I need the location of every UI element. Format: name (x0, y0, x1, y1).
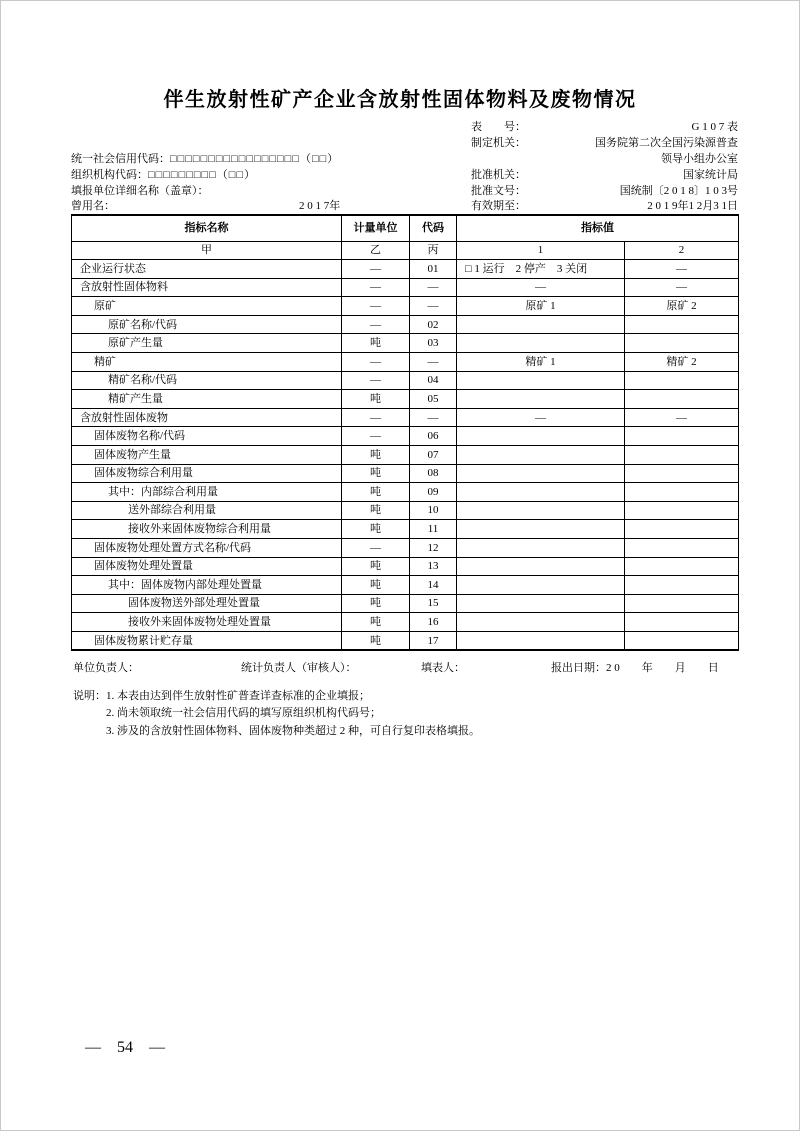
code-cell: 17 (410, 631, 457, 650)
approver-value: 国家统计局 (683, 168, 738, 181)
unit-cell: 吨 (342, 613, 410, 632)
value-1-cell (457, 613, 625, 632)
indicator-name-cell: 企业运行状态 (72, 260, 342, 279)
unit-name-label: 填报单位详细名称（盖章）： (71, 184, 209, 197)
value-1-cell (457, 390, 625, 409)
col-header-unit: 计量单位 (342, 215, 410, 242)
meta-row-form-no (71, 118, 738, 134)
value-1-cell (457, 557, 625, 576)
note-line-3: 3. 涉及的含放射性固体物料、固体废物种类超过 2 种，可自行复印表格填报。 (106, 724, 480, 737)
indicator-name-cell: 含放射性固体废物 (72, 408, 342, 427)
indicator-name-cell: 其中：固体废物内部处理处置量 (72, 576, 342, 595)
code-cell: 11 (410, 520, 457, 539)
table-header-row-2 (72, 242, 739, 260)
code-cell: — (410, 278, 457, 297)
unit-cell: — (342, 427, 410, 446)
indicator-name-cell: 原矿产生量 (72, 334, 342, 353)
value-2-cell (625, 538, 739, 557)
code-cell: 08 (410, 464, 457, 483)
code-cell: 15 (410, 594, 457, 613)
credit-code-boxes: □□□□□□□□□□□□□□□□□（□□） (170, 152, 340, 165)
value-1-cell (457, 538, 625, 557)
code-cell: 06 (410, 427, 457, 446)
unit-cell: — (342, 538, 410, 557)
value-2-cell: — (625, 260, 739, 279)
indicator-name-cell: 固体废物综合利用量 (72, 464, 342, 483)
unit-cell: — (342, 371, 410, 390)
value-1-cell (457, 427, 625, 446)
value-2-cell (625, 631, 739, 650)
value-2-cell (625, 390, 739, 409)
value-1-cell (457, 520, 625, 539)
code-cell: 09 (410, 483, 457, 502)
unit-cell: 吨 (342, 390, 410, 409)
code-cell: 12 (410, 538, 457, 557)
indicator-name-cell: 固体废物处理处置量 (72, 557, 342, 576)
value-2-cell (625, 613, 739, 632)
unit-cell: — (342, 408, 410, 427)
code-cell: 04 (410, 371, 457, 390)
page-title: 伴生放射性矿产企业含放射性固体物料及废物情况 (163, 89, 637, 111)
value-2-cell (625, 501, 739, 520)
indicator-name-cell: 原矿 (72, 297, 342, 316)
org-code-boxes: □□□□□□□□□（□□） (148, 168, 257, 181)
unit-cell: 吨 (342, 501, 410, 520)
table-row (72, 464, 739, 483)
doc-no-label: 批准文号： (471, 184, 526, 197)
meta-row-credit-code (71, 150, 738, 166)
value-2-cell (625, 483, 739, 502)
value-1-cell (457, 445, 625, 464)
table-row (72, 260, 739, 279)
report-year: 2 0 1 7年 (299, 200, 341, 213)
code-cell: 10 (410, 501, 457, 520)
value-2-cell (625, 427, 739, 446)
doc-no-value: 国统制〔2 0 1 8〕1 0 3号 (619, 184, 738, 197)
indicator-name-cell: 接收外来固体废物综合利用量 (72, 520, 342, 539)
unit-cell: — (342, 260, 410, 279)
table-row (72, 352, 739, 371)
table-row (72, 371, 739, 390)
indicator-name-cell: 固体废物名称/代码 (72, 427, 342, 446)
col-subheader-2: 2 (625, 242, 739, 260)
signature-line (71, 659, 738, 673)
note-line-2: 2. 尚未领取统一社会信用代码的填写原组织机构代码号； (106, 707, 381, 720)
indicator-name-cell: 固体废物送外部处理处置量 (72, 594, 342, 613)
unit-cell: 吨 (342, 576, 410, 595)
col-header-indicator-value: 指标值 (457, 215, 739, 242)
value-1-cell: 原矿 1 (457, 297, 625, 316)
valid-until-label: 有效期至： (471, 200, 526, 213)
code-cell: 07 (410, 445, 457, 464)
code-cell: 16 (410, 613, 457, 632)
form-filler-label: 填表人： (421, 662, 465, 674)
code-cell: — (410, 408, 457, 427)
notes (73, 688, 480, 740)
table-row (72, 501, 739, 520)
valid-until-value: 2 0 1 9年1 2月3 1日 (647, 200, 738, 213)
unit-cell: 吨 (342, 631, 410, 650)
form-meta (71, 118, 738, 213)
note-item-1: 1. 本表由达到伴生放射性矿普查详查标准的企业填报； (106, 690, 370, 702)
value-2-cell (625, 576, 739, 595)
col-subheader-bing: 丙 (410, 242, 457, 260)
unit-cell: 吨 (342, 445, 410, 464)
value-1-cell (457, 334, 625, 353)
indicator-table (71, 214, 739, 651)
meta-row-org-code (71, 166, 738, 182)
indicator-name-cell: 含放射性固体物料 (72, 278, 342, 297)
indicator-name-cell: 固体废物产生量 (72, 445, 342, 464)
unit-cell: 吨 (342, 464, 410, 483)
approver-label: 批准机关： (471, 168, 526, 181)
code-cell: 03 (410, 334, 457, 353)
value-2-cell: — (625, 278, 739, 297)
maker-value-line2: 领导小组办公室 (661, 152, 738, 165)
maker-value-line1: 国务院第二次全国污染源普查 (595, 136, 738, 149)
unit-head-label: 单位负责人： (73, 662, 139, 674)
table-row (72, 538, 739, 557)
code-cell: 01 (410, 260, 457, 279)
table-row (72, 520, 739, 539)
table-row (72, 278, 739, 297)
table-row (72, 390, 739, 409)
unit-cell: — (342, 315, 410, 334)
table-row (72, 445, 739, 464)
code-cell: — (410, 352, 457, 371)
value-1-cell (457, 483, 625, 502)
value-2-cell (625, 594, 739, 613)
unit-cell: 吨 (342, 334, 410, 353)
indicator-name-cell: 精矿产生量 (72, 390, 342, 409)
table-row (72, 613, 739, 632)
credit-code-label: 统一社会信用代码： (71, 152, 170, 165)
note-line-1 (73, 688, 480, 705)
table-row (72, 631, 739, 650)
meta-row-former-name (71, 197, 738, 213)
indicator-name-cell: 其中：内部综合利用量 (72, 483, 342, 502)
col-header-indicator-name: 指标名称 (72, 215, 342, 242)
unit-cell: 吨 (342, 557, 410, 576)
meta-row-unit-name (71, 182, 738, 198)
value-2-cell: 精矿 2 (625, 352, 739, 371)
indicator-name-cell: 接收外来固体废物处理处置量 (72, 613, 342, 632)
code-cell: 14 (410, 576, 457, 595)
value-1-cell: □ 1 运行 2 停产 3 关闭 (457, 260, 625, 279)
table-row (72, 594, 739, 613)
value-2-cell (625, 464, 739, 483)
form-no-value: G 1 0 7 表 (691, 120, 738, 133)
unit-cell: — (342, 297, 410, 316)
indicator-name-cell: 固体废物累计贮存量 (72, 631, 342, 650)
value-1-cell (457, 464, 625, 483)
indicator-name-cell: 精矿 (72, 352, 342, 371)
unit-cell: 吨 (342, 594, 410, 613)
indicator-name-cell: 原矿名称/代码 (72, 315, 342, 334)
value-2-cell (625, 315, 739, 334)
unit-cell: 吨 (342, 520, 410, 539)
value-1-cell: — (457, 408, 625, 427)
maker-label: 制定机关： (471, 136, 526, 149)
org-code-label: 组织机构代码： (71, 168, 148, 181)
indicator-name-cell: 固体废物处理处置方式名称/代码 (72, 538, 342, 557)
code-cell: 05 (410, 390, 457, 409)
value-2-cell: — (625, 408, 739, 427)
form-no-label: 表 号： (471, 120, 526, 133)
unit-cell: — (342, 352, 410, 371)
table-row (72, 427, 739, 446)
value-2-cell (625, 445, 739, 464)
value-2-cell (625, 557, 739, 576)
col-subheader-jia: 甲 (72, 242, 342, 260)
table-row (72, 315, 739, 334)
col-subheader-1: 1 (457, 242, 625, 260)
table-row (72, 334, 739, 353)
value-2-cell (625, 334, 739, 353)
table-header-row-1 (72, 215, 739, 242)
indicator-name-cell: 送外部综合利用量 (72, 501, 342, 520)
col-header-code: 代码 (410, 215, 457, 242)
value-1-cell (457, 594, 625, 613)
value-1-cell: 精矿 1 (457, 352, 625, 371)
unit-cell: — (342, 278, 410, 297)
code-cell: — (410, 297, 457, 316)
col-subheader-yi: 乙 (342, 242, 410, 260)
notes-label: 说明： (73, 690, 106, 702)
code-cell: 02 (410, 315, 457, 334)
code-cell: 13 (410, 557, 457, 576)
table-row (72, 483, 739, 502)
unit-cell: 吨 (342, 483, 410, 502)
meta-row-maker (71, 134, 738, 150)
page-number: — 54 — (85, 1039, 165, 1056)
table-row (72, 557, 739, 576)
table-row (72, 408, 739, 427)
value-1-cell (457, 371, 625, 390)
value-1-cell (457, 315, 625, 334)
indicator-name-cell: 精矿名称/代码 (72, 371, 342, 390)
table-row (72, 297, 739, 316)
value-1-cell: — (457, 278, 625, 297)
value-2-cell (625, 520, 739, 539)
former-name-label: 曾用名： (71, 200, 115, 213)
table-row (72, 576, 739, 595)
stats-head-label: 统计负责人（审核人）： (241, 662, 357, 674)
value-1-cell (457, 631, 625, 650)
value-2-cell (625, 371, 739, 390)
value-1-cell (457, 501, 625, 520)
indicator-table-body (72, 260, 739, 651)
report-date-label: 报出日期：2 0 年 月 日 (551, 662, 719, 674)
value-1-cell (457, 576, 625, 595)
value-2-cell: 原矿 2 (625, 297, 739, 316)
